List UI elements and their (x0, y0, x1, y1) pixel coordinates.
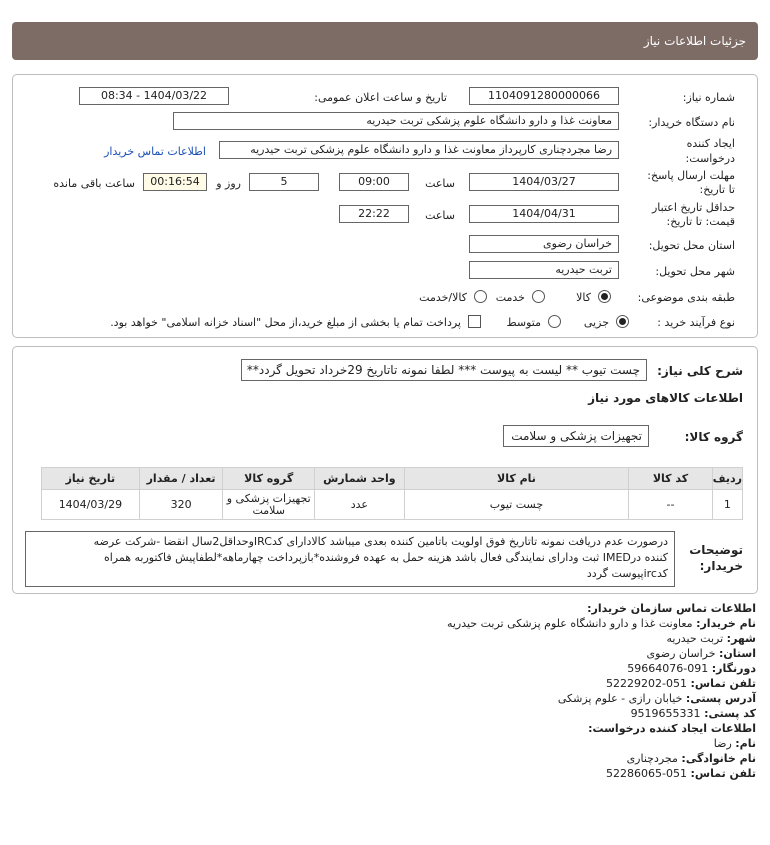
notes-label-line1: توضیحات (689, 543, 743, 557)
process-minor-radio[interactable] (616, 315, 629, 328)
buyer-org-label: نام دستگاه خریدار: (648, 116, 735, 129)
creator-label-line2: درخواست: (685, 152, 735, 165)
category-goods-label: کالا (576, 291, 591, 304)
deadline-date-field: 1404/03/27 (469, 173, 619, 191)
deadline-time-field: 09:00 (339, 173, 409, 191)
category-service-radio[interactable] (532, 290, 545, 303)
process-medium-label: متوسط (506, 316, 541, 329)
deadline-time-label: ساعت (425, 177, 455, 190)
buyer-name-line: نام خریدار: معاونت غذا و دارو دانشگاه علوم پزشکی تربت حیدریه (446, 617, 756, 630)
org-contact-title: اطلاعات تماس سازمان خریدار: (587, 602, 756, 615)
notes-line-2: کننده درIMED ثبت ودارای نمایندگی فعال باشد هزینه حمل به عهده فروشنده*بازپرداخت چهارماهه*لطفاپیش فاکتوربه همراه (103, 551, 668, 564)
remaining-time-label: ساعت باقی مانده (53, 177, 135, 190)
creator-first-name-line: نام: رضا (713, 737, 756, 750)
goods-group-label: گروه کالا: (684, 430, 743, 444)
validity-date-field: 1404/04/31 (469, 205, 619, 223)
validity-label-line1: حداقل تاریخ اعتبار (651, 201, 735, 214)
goods-group-field: تجهیزات پزشکی و سلامت (503, 425, 649, 447)
cell-unit: عدد (315, 490, 405, 520)
cell-quantity: 320 (139, 490, 223, 520)
cell-row: 1 (712, 490, 742, 520)
days-field: 5 (249, 173, 319, 191)
validity-time-label: ساعت (425, 209, 455, 222)
cell-date: 1404/03/29 (42, 490, 140, 520)
category-label: طبقه بندی موضوعی: (637, 291, 735, 304)
cell-code: -- (629, 490, 713, 520)
phone-line: تلفن تماس: 051-52229202 (606, 677, 756, 690)
summary-label: شرح کلی نیاز: (657, 364, 743, 378)
cell-group: تجهیزات پزشکی و سلامت (223, 490, 315, 520)
col-name: نام کالا (404, 468, 629, 490)
province-line: استان: خراسان رضوی (646, 647, 756, 660)
need-number-field: 1104091280000066 (469, 87, 619, 105)
province-field: خراسان رضوی (469, 235, 619, 253)
buyer-contact-link[interactable]: اطلاعات تماس خریدار (104, 145, 206, 158)
notes-field (25, 531, 675, 587)
category-service-label: خدمت (495, 291, 525, 304)
announce-datetime-label: تاریخ و ساعت اعلان عمومی: (314, 91, 447, 104)
province-label: استان محل تحویل: (648, 239, 735, 252)
page-header (12, 22, 758, 60)
deadline-label-line2: تا تاریخ: (699, 183, 735, 196)
deadline-label-line1: مهلت ارسال پاسخ: (647, 169, 735, 182)
goods-panel (12, 346, 758, 594)
process-medium-radio[interactable] (548, 315, 561, 328)
process-label: نوع فرآیند خرید : (657, 316, 735, 329)
creator-last-name-line: نام خانوادگی: مجردچناری (626, 752, 756, 765)
col-unit: واحد شمارش (315, 468, 405, 490)
fax-line: دورنگار: 091-59664076 (627, 662, 756, 675)
goods-table-header (42, 468, 743, 490)
need-number-label: شماره نیاز: (682, 91, 735, 104)
treasury-payment-checkbox[interactable] (468, 315, 481, 328)
postal-line: کد پستی: 9519655331 (630, 707, 756, 720)
table-row (42, 490, 743, 520)
col-quantity: تعداد / مقدار (139, 468, 223, 490)
creator-contact-title: اطلاعات ایجاد کننده درخواست: (588, 722, 756, 735)
city-field: تربت حیدریه (469, 261, 619, 279)
notes-line-3: کدircپیوست گردد (586, 567, 668, 580)
goods-table (41, 467, 743, 520)
notes-label-line2: خریدار: (699, 559, 743, 573)
col-date: تاریخ نیاز (42, 468, 140, 490)
need-details-panel (12, 74, 758, 338)
buyer-org-field: معاونت غذا و دارو دانشگاه علوم پزشکی تربت حیدریه (173, 112, 619, 130)
announce-datetime-field: 1404/03/22 - 08:34 (79, 87, 229, 105)
remaining-time-field: 00:16:54 (143, 173, 207, 191)
goods-section-title: اطلاعات کالاهای مورد نیاز (588, 391, 743, 405)
col-row: ردیف (712, 468, 742, 490)
category-goods-service-radio[interactable] (474, 290, 487, 303)
category-goods-service-label: کالا/خدمت (419, 291, 467, 304)
creator-field: رضا مجردچناری کارپرداز معاونت غذا و دارو دانشگاه علوم پزشکی تربت حیدریه (219, 141, 619, 159)
city-label: شهر محل تحویل: (655, 265, 735, 278)
col-group: گروه کالا (223, 468, 315, 490)
address-line: آدرس پستی: خیابان رازی - علوم پزشکی (557, 692, 756, 705)
validity-label-line2: قیمت: تا تاریخ: (666, 215, 735, 228)
cell-name: چست تیوب (404, 490, 629, 520)
col-code: کد کالا (629, 468, 713, 490)
category-goods-radio[interactable] (598, 290, 611, 303)
notes-line-1: درصورت عدم دریافت نمونه تاتاریخ فوق اولویت باتامین کننده بعدی میباشد کالادارای کدIRCوحداقل2سال انقضا -شرکت عرضه (93, 535, 668, 548)
creator-label-line1: ایجاد کننده (686, 137, 735, 150)
treasury-payment-note: پرداخت تمام یا بخشی از مبلغ خرید،از محل "اسناد خزانه اسلامی" خواهد بود. (110, 316, 461, 329)
creator-phone-line: تلفن تماس: 051-52286065 (606, 767, 756, 780)
validity-time-field: 22:22 (339, 205, 409, 223)
process-minor-label: جزیی (583, 316, 609, 329)
city-line: شهر: تربت حیدریه (666, 632, 756, 645)
days-label: روز و (216, 177, 241, 190)
page-title: جزئیات اطلاعات نیاز (643, 34, 746, 48)
summary-field: چست تیوب ** لیست به پیوست *** لطفا نمونه تاتاریخ 29خرداد تحویل گردد** (241, 359, 647, 381)
